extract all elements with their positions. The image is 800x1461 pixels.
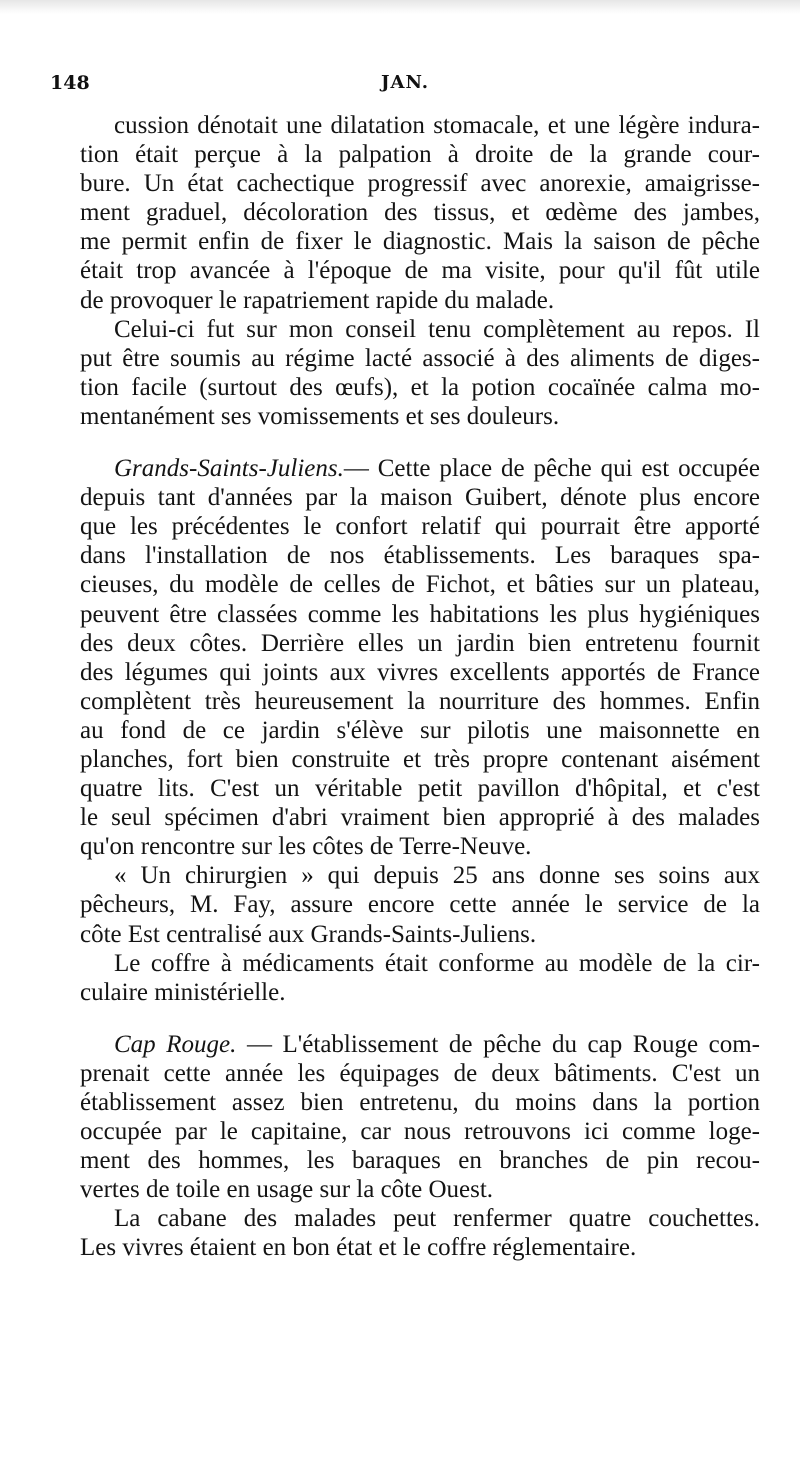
section-heading: Grands-Saints-Juliens. bbox=[114, 455, 344, 483]
paragraph bbox=[80, 949, 760, 1007]
text-line: me permit enfin de fixer le diagnostic. Mais la saison de pêche bbox=[80, 228, 760, 256]
paragraph bbox=[80, 454, 760, 861]
text-line: La cabane des malades peut renfermer quatre couchettes. bbox=[114, 1205, 760, 1233]
text-line: établissement assez bien entretenu, du moins dans la portion bbox=[80, 1089, 760, 1116]
text-line: des légumes qui joints aux vivres excellents apportés de France bbox=[80, 658, 760, 686]
section-gap bbox=[80, 431, 760, 454]
text-line: Le coffre à médicaments était conforme au modèle de la cir- bbox=[114, 949, 760, 977]
text-line: qu'on rencontre sur les côtes de Terre-Neuve. bbox=[80, 833, 532, 861]
paragraph bbox=[80, 111, 760, 315]
text-line: cieuses, du modèle de celles de Fichot, et bâties sur un plateau, bbox=[80, 571, 760, 599]
section-heading: Cap Rouge. bbox=[114, 1030, 237, 1058]
text-line: Les vivres étaient en bon état et le coffre réglementaire. bbox=[80, 1234, 637, 1262]
text-line: quatre lits. C'est un véritable petit pavillon d'hôpital, et c'est bbox=[80, 775, 760, 803]
text-line bbox=[80, 454, 760, 483]
text-line: dans l'installation de nos établissements. Les baraques spa- bbox=[80, 542, 760, 570]
text-line: que les précédentes le confort relatif qui pourrait être apporté bbox=[80, 513, 760, 541]
text-line bbox=[80, 1030, 760, 1059]
text-line: cussion dénotait une dilatation stomacale, et une légère indura- bbox=[114, 112, 760, 139]
running-head: JAN. bbox=[381, 72, 430, 93]
text-line: bure. Un état cachectique progressif avec anorexie, amaigrisse- bbox=[80, 170, 760, 198]
body-text bbox=[80, 111, 760, 1263]
text-line: « Un chirurgien » qui depuis 25 ans donne ses soins aux bbox=[114, 862, 760, 890]
text-line: était trop avancée à l'époque de ma visite, pour qu'il fût utile bbox=[80, 257, 760, 285]
text-line: occupée par le capitaine, car nous retrouvons ici comme loge- bbox=[80, 1118, 760, 1146]
text-line: de provoquer le rapatriement rapide du malade. bbox=[80, 286, 555, 314]
paragraph bbox=[80, 315, 760, 431]
text-line: vertes de toile en usage sur la côte Ouest. bbox=[80, 1176, 494, 1204]
text-line: tion était perçue à la palpation à droite de la grande cour- bbox=[80, 141, 760, 169]
text-fragment: — Cette place de pêche qui est occupée bbox=[343, 455, 760, 483]
paragraph bbox=[80, 861, 760, 948]
text-line: côte Est centralisé aux Grands-Saints-Juliens. bbox=[80, 920, 537, 948]
page-top-edge bbox=[0, 0, 800, 14]
text-line: ment graduel, décoloration des tissus, et œdème des jambes, bbox=[80, 199, 760, 227]
page-header bbox=[50, 72, 770, 96]
text-line: put être soumis au régime lacté associé à des aliments de diges- bbox=[80, 344, 760, 372]
text-line: ment des hommes, les baraques en branches de pin recou- bbox=[80, 1147, 760, 1175]
text-line: au fond de ce jardin s'élève sur pilotis une maisonnette en bbox=[80, 716, 760, 744]
text-line: le seul spécimen d'abri vraiment bien approprié à des malades bbox=[80, 804, 760, 832]
text-line: culaire ministérielle. bbox=[80, 978, 286, 1006]
text-line: tion facile (surtout des œufs), et la potion cocaïnée calma mo- bbox=[80, 373, 760, 401]
text-line: Celui-ci fut sur mon conseil tenu complètement au repos. Il bbox=[114, 315, 760, 343]
text-line: depuis tant d'années par la maison Guibert, dénote plus encore bbox=[80, 484, 760, 512]
text-line: planches, fort bien construite et très propre contenant aisément bbox=[80, 745, 760, 773]
paragraph bbox=[80, 1204, 760, 1262]
section-gap bbox=[80, 1007, 760, 1030]
text-fragment: — L'établissement de pêche du cap Rouge com- bbox=[236, 1030, 761, 1058]
page-number: 148 bbox=[50, 72, 90, 94]
paragraph bbox=[80, 1030, 760, 1205]
text-line: peuvent être classées comme les habitations les plus hygiéniques bbox=[80, 600, 760, 628]
text-line: des deux côtes. Derrière elles un jardin bien entretenu fournit bbox=[80, 629, 760, 657]
text-line: pêcheurs, M. Fay, assure encore cette année le service de la bbox=[80, 891, 760, 919]
text-line: mentanément ses vomissements et ses douleurs. bbox=[80, 402, 560, 430]
text-line: complètent très heureusement la nourriture des hommes. Enfin bbox=[80, 687, 760, 715]
text-line: prenait cette année les équipages de deux bâtiments. C'est un bbox=[80, 1059, 760, 1087]
